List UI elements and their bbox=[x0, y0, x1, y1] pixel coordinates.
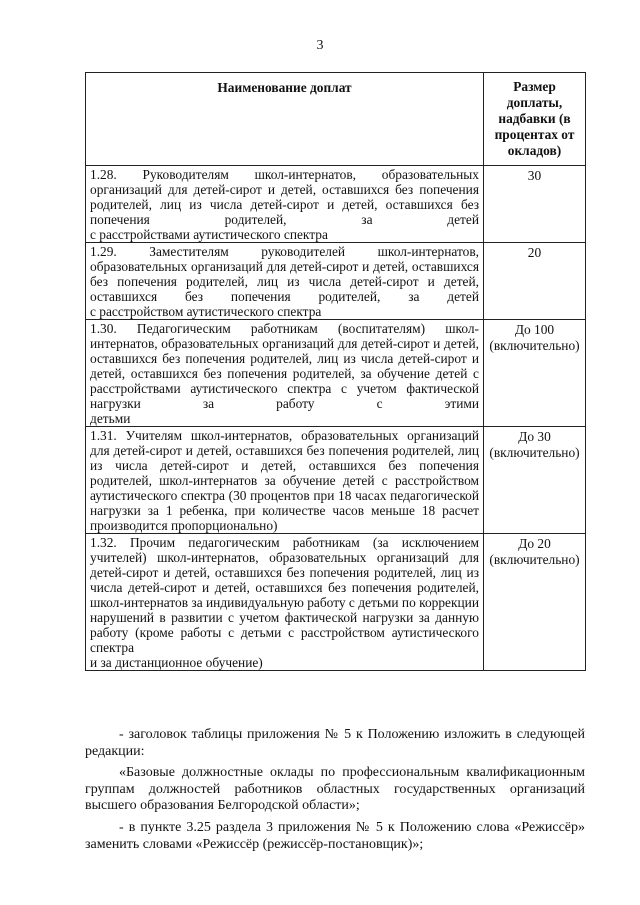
header-allowance-name: Наименование доплат bbox=[86, 73, 484, 166]
amendment-paragraph-2: «Базовые должностные оклады по профессиональным квалификационным группам должностей работников областных государственных организаций высшего образования Белгородской области»; bbox=[85, 765, 585, 813]
row-text: 1.30. Педагогическим работникам (воспитателям) школ- интернатов, образовательных организаций для детей-сирот и детей, оставшихся без попечения родителей, лиц из числа детей-сирот и детей, оставшихся без попечения родителей, за обучение детей с расстройствами аутистического спектра с учетом фактической нагрузки за работу с этими bbox=[90, 321, 479, 411]
row-text-last-line: и за дистанционное обучение) bbox=[90, 655, 263, 670]
row-description bbox=[86, 534, 484, 671]
table-header-row bbox=[86, 73, 586, 166]
table-row bbox=[86, 243, 586, 320]
row-text: 1.29. Заместителям руководителей школ-интернатов, образовательных организаций для детей-сирот и детей, оставшихся без попечения родителей, лиц из числа детей-сирот и детей, оставшихся без попечения родителей, за детей bbox=[90, 244, 479, 304]
row-value: 20 bbox=[484, 243, 586, 320]
row-text-last-line: с расстройством аутистического спектра bbox=[90, 304, 322, 319]
page-number: 3 bbox=[316, 38, 324, 53]
row-value: До 30 (включительно) bbox=[484, 427, 586, 534]
row-text-last-line: с расстройствами аутистического спектра bbox=[90, 227, 328, 242]
row-text: 1.31. Учителям школ-интернатов, образовательных организаций для детей-сирот и детей, оставшихся без попечения родителей, лиц из числа детей-сирот и детей, оставшихся без попечения родителей, школ-интернатов за обучение детей с расстройством аутистического спектра (30 процентов при 18 часах педагогической нагрузки за 1 ребенка, при количестве часов меньше 18 расчет bbox=[90, 428, 479, 518]
table-row bbox=[86, 534, 586, 671]
amendment-paragraph-1: - заголовок таблицы приложения № 5 к Положению изложить в следующей редакции: bbox=[85, 727, 585, 759]
row-value: До 20 (включительно) bbox=[484, 534, 586, 671]
table-row bbox=[86, 427, 586, 534]
allowances-table bbox=[85, 72, 586, 671]
row-description bbox=[86, 320, 484, 427]
row-value: 30 bbox=[484, 166, 586, 243]
row-text: 1.32. Прочим педагогическим работникам (за исключением учителей) школ-интернатов, образовательных организаций для детей-сирот и детей, оставшихся без попечения родителей, лиц из числа детей-сирот и детей, оставшихся без попечения родителей, школ-интернатов за индивидуальную работу с детьми по коррекции нарушений в развитии с учетом фактической нагрузки за данную работу (кроме работы с детьми с расстройством аутистического спектра bbox=[90, 535, 479, 655]
row-text-last-line: детьми bbox=[90, 411, 131, 426]
amendment-paragraph-3: - в пункте 3.25 раздела 3 приложения № 5 к Положению слова «Режиссёр» заменить словами «Режиссёр (режиссёр-постановщик)»; bbox=[85, 820, 585, 852]
header-allowance-size: Размер доплаты, надбавки (в процентах от окладов) bbox=[484, 73, 586, 166]
row-value: До 100 (включительно) bbox=[484, 320, 586, 427]
row-text-last-line: производится пропорционально) bbox=[90, 518, 278, 533]
table-row bbox=[86, 166, 586, 243]
table-row bbox=[86, 320, 586, 427]
row-description bbox=[86, 166, 484, 243]
row-description bbox=[86, 243, 484, 320]
row-text: 1.28. Руководителям школ-интернатов, образовательных организаций для детей-сирот и детей, оставшихся без попечения родителей, лиц из числа детей-сирот и детей, оставшихся без попечения родителей, за детей bbox=[90, 167, 479, 227]
row-description bbox=[86, 427, 484, 534]
